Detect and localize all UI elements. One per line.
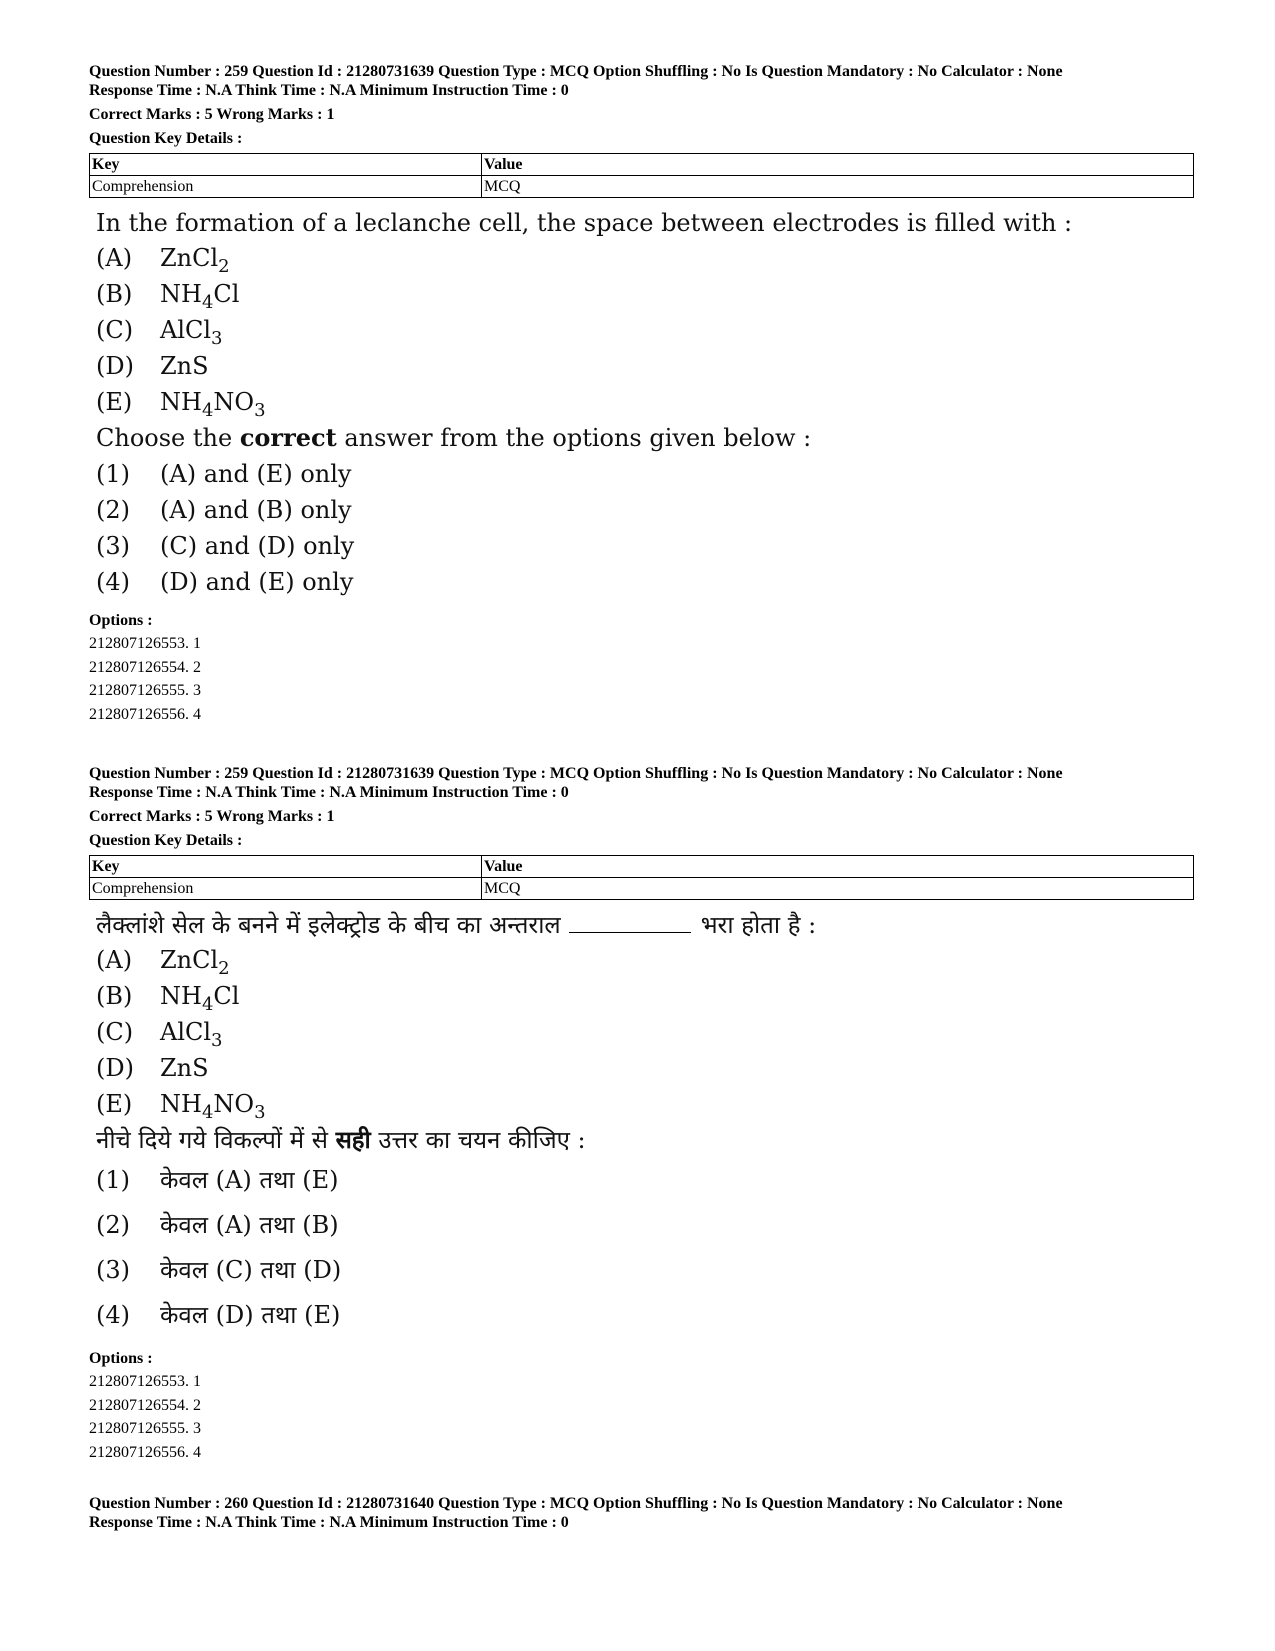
table-header-key: Key: [90, 154, 482, 176]
option-id: 212807126554. 2: [89, 658, 201, 676]
choose-instruction: Choose the correct answer from the options given below :: [96, 423, 812, 452]
chem-item: [96, 312, 1194, 348]
answer-label: (4): [96, 568, 130, 596]
marks-line: Correct Marks : 5 Wrong Marks : 1: [89, 106, 335, 123]
chem-item: [96, 1014, 1194, 1050]
response-time-line: Response Time : N.A Think Time : N.A Minimum Instruction Time : 0: [89, 784, 569, 801]
item-formula: ZnS: [160, 352, 209, 380]
item-formula: $NH_4NO_3$: [160, 1090, 266, 1123]
table-cell-value: MCQ: [482, 176, 1194, 198]
item-label: (C): [96, 1018, 134, 1046]
question-content: [96, 206, 1194, 600]
table-row: [90, 878, 1194, 900]
item-label: (D): [96, 1054, 134, 1082]
answer-text: (D) and (E) only: [160, 568, 354, 596]
key-details-table: [89, 153, 1194, 198]
option-id: 212807126555. 3: [89, 682, 201, 699]
item-label: (E): [96, 388, 133, 416]
option-id: 212807126554. 2: [89, 1396, 201, 1414]
answer-label: (4): [96, 1301, 130, 1329]
question-block-hindi: [89, 764, 1194, 1464]
item-formula: AlCl$_3$: [160, 316, 223, 349]
answer-choice: [96, 1248, 1194, 1293]
table-header-value: Value: [482, 856, 1194, 878]
options-label: Options :: [89, 1350, 153, 1367]
choose-instruction: नीचे दिये गये विकल्पों में से सही उत्तर का चयन कीजिए :: [96, 1125, 586, 1154]
options-label: Options :: [89, 612, 153, 629]
response-time-line: Response Time : N.A Think Time : N.A Minimum Instruction Time : 0: [89, 82, 569, 99]
question-stem: In the formation of a leclanche cell, the space between electrodes is filled with :: [96, 209, 1073, 237]
chem-item: [96, 276, 1194, 312]
item-label: (B): [96, 280, 133, 308]
item-formula: $NH_4NO_3$: [160, 388, 266, 421]
table-header-value: Value: [482, 154, 1194, 176]
chem-item: [96, 348, 1194, 384]
question-block-next: [89, 1494, 1194, 1532]
answer-label: (2): [96, 1211, 130, 1239]
question-content: [96, 908, 1194, 1338]
answer-label: (1): [96, 1166, 130, 1194]
item-label: (A): [96, 946, 133, 974]
answer-label: (3): [96, 532, 130, 560]
item-formula: ZnS: [160, 1054, 209, 1082]
answer-choice: [96, 492, 1194, 528]
item-formula: $NH_4Cl$: [160, 280, 240, 313]
answer-text: (A) and (B) only: [160, 496, 352, 524]
answer-text: (C) and (D) only: [160, 532, 355, 560]
option-id: 212807126555. 3: [89, 1420, 201, 1437]
chem-item: [96, 384, 1194, 420]
answer-choice: [96, 1293, 1194, 1338]
table-cell-value: MCQ: [482, 878, 1194, 900]
answer-text: (A) and (E) only: [160, 460, 352, 488]
chem-item: [96, 1086, 1194, 1122]
chem-item: [96, 1050, 1194, 1086]
table-row: [90, 176, 1194, 198]
table-cell-key: Comprehension: [90, 176, 482, 198]
answer-text: केवल (A) तथा (B): [160, 1211, 339, 1239]
answer-text: केवल (C) तथा (D): [160, 1256, 342, 1284]
item-formula: ZnCl$_2$: [160, 244, 230, 277]
question-meta-line: Question Number : 259 Question Id : 21280731639 Question Type : MCQ Option Shuffling : No Is Question Mandatory : No Calculator : None: [89, 63, 1063, 80]
answer-label: (2): [96, 496, 130, 524]
document-page: [89, 62, 1194, 1532]
question-meta-line: Question Number : 260 Question Id : 21280731640 Question Type : MCQ Option Shuffling : No Is Question Mandatory : No Calculator : None: [89, 1495, 1063, 1512]
key-details-label: Question Key Details :: [89, 832, 243, 849]
option-id: 212807126553. 1: [89, 1373, 201, 1390]
question-block-english: [89, 62, 1194, 726]
answer-label: (1): [96, 460, 130, 488]
item-formula: AlCl$_3$: [160, 1018, 223, 1051]
item-label: (B): [96, 982, 133, 1010]
response-time-line: Response Time : N.A Think Time : N.A Minimum Instruction Time : 0: [89, 1514, 569, 1531]
answer-choice: [96, 1203, 1194, 1248]
chem-item: [96, 942, 1194, 978]
item-formula: ZnCl$_2$: [160, 946, 230, 979]
option-id: 212807126556. 4: [89, 705, 201, 723]
answer-label: (3): [96, 1256, 130, 1284]
item-label: (C): [96, 316, 134, 344]
item-label: (D): [96, 352, 134, 380]
question-stem: लैक्लांशे सेल के बनने में इलेक्ट्रोड के बीच का अन्तराल भरा होता है :: [96, 911, 817, 939]
key-details-table: [89, 855, 1194, 900]
marks-line: Correct Marks : 5 Wrong Marks : 1: [89, 808, 335, 825]
fill-blank: [569, 912, 691, 933]
key-details-label: Question Key Details :: [89, 130, 243, 147]
answer-choice: [96, 564, 1194, 600]
table-header-key: Key: [90, 856, 482, 878]
answer-choice: [96, 1158, 1194, 1203]
option-id: 212807126556. 4: [89, 1443, 201, 1461]
chem-item: [96, 978, 1194, 1014]
option-id: 212807126553. 1: [89, 635, 201, 652]
table-header-row: [90, 856, 1194, 878]
table-header-row: [90, 154, 1194, 176]
answer-text: केवल (A) तथा (E): [160, 1166, 339, 1194]
answer-choice: [96, 456, 1194, 492]
chem-item: [96, 240, 1194, 276]
table-cell-key: Comprehension: [90, 878, 482, 900]
item-label: (E): [96, 1090, 133, 1118]
item-label: (A): [96, 244, 133, 272]
question-meta-line: Question Number : 259 Question Id : 21280731639 Question Type : MCQ Option Shuffling : No Is Question Mandatory : No Calculator : None: [89, 765, 1063, 782]
answer-text: केवल (D) तथा (E): [160, 1301, 341, 1329]
answer-choice: [96, 528, 1194, 564]
item-formula: $NH_4Cl$: [160, 982, 240, 1015]
